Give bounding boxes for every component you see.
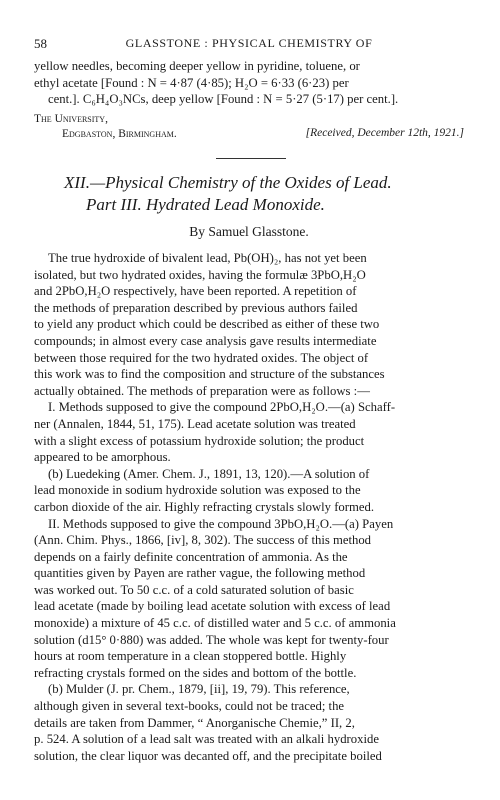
text-line: I. Methods supposed to give the compound 2PbO,H₂O.—(a) Schaff-: [48, 400, 396, 415]
received-date: [Received, December 12th, 1921.]: [305, 127, 464, 139]
text-line: details are taken from Dammer, “ Anorganische Chemie,” II, 2,: [34, 715, 355, 730]
text-line: lead monoxide in sodium hydroxide solution was exposed to the: [34, 483, 361, 498]
text-line: appeared to be amorphous.: [34, 450, 171, 465]
affiliation-line: The University,: [34, 113, 108, 125]
running-title: GLASSTONE : PHYSICAL CHEMISTRY OF: [125, 36, 373, 50]
text-line: (b) Luedeking (Amer. Chem. J., 1891, 13, 120).—A solution of: [48, 466, 370, 481]
journal-page: [34, 0, 464, 800]
text-line: lead acetate (made by boiling lead acetate solution with excess of lead: [34, 599, 391, 614]
text-line: to yield any product which could be described as either of these two: [34, 317, 380, 332]
section-divider: [216, 158, 286, 159]
text-line: quantities given by Payen are rather vague, the following method: [34, 566, 366, 581]
text-line: carbon dioxide of the air. Highly refracting crystals slowly formed.: [34, 499, 374, 514]
text-line: isolated, but two hydrated oxides, having the formulæ 3PbO,H₂O: [34, 267, 366, 282]
text-line: this work was to find the composition and structure of the substances: [34, 367, 385, 382]
text-line: solution, the clear liquor was decanted off, and the precipitate boiled: [34, 748, 382, 763]
title-line: XII.—Physical Chemistry of the Oxides of Lead.: [64, 173, 392, 192]
text-line: the methods of preparation described by previous authors failed: [34, 300, 358, 315]
text-line: depends on a fairly definite concentration of ammonia. As the: [34, 549, 348, 564]
text-line: ner (Annalen, 1844, 51, 175). Lead acetate solution was treated: [34, 416, 356, 431]
text-line: actually obtained. The methods of preparation were as follows :—: [34, 383, 370, 398]
text-line: II. Methods supposed to give the compound 3PbO,H₂O.—(a) Payen: [48, 516, 394, 531]
text-line: (Ann. Chim. Phys., 1866, [iv], 8, 302). The success of this method: [34, 533, 372, 548]
text-line: was worked out. To 50 c.c. of a cold saturated solution of basic: [34, 582, 354, 597]
text-line: cent.]. C₆H₄O₃NCs, deep yellow [Found : N = 5·27 (5·17) per cent.].: [48, 92, 399, 107]
title-line: Part III. Hydrated Lead Monoxide.: [86, 195, 325, 214]
text-line: p. 524. A solution of a lead salt was treated with an alkali hydroxide: [34, 732, 379, 747]
text-line: between those required for the two hydrated oxides. The object of: [34, 350, 369, 365]
text-line: compounds; in almost every case analysis gave results intermediate: [34, 333, 377, 348]
text-line: yellow needles, becoming deeper yellow in pyridine, toluene, or: [34, 59, 360, 73]
page-number: 58: [34, 36, 47, 51]
text-line: with a slight excess of potassium hydroxide solution; the product: [34, 433, 365, 448]
text-line: although given in several text-books, could not be traced; the: [34, 699, 345, 714]
text-line: The true hydroxide of bivalent lead, Pb(OH)₂, has not yet been: [48, 251, 367, 265]
text-line: solution (d15° 0·880) was added. The whole was kept for twenty-four: [34, 632, 389, 647]
affiliation-line: Edgbaston, Birmingham.: [62, 128, 177, 140]
text-line: refracting crystals formed on the sides and bottom of the bottle.: [34, 665, 357, 680]
text-line: ethyl acetate [Found : N = 4·87 (4·85); H₂O = 6·33 (6·23) per: [34, 75, 349, 90]
running-header: [34, 36, 464, 52]
affiliation: [34, 112, 177, 142]
text-line: monoxide) a mixture of 45 c.c. of distilled water and 5 c.c. of ammonia: [34, 616, 396, 631]
article-author: By Samuel Glasstone.: [189, 224, 309, 239]
article-body: [34, 250, 464, 764]
previous-article-end: [34, 58, 464, 108]
text-line: and 2PbO,H₂O respectively, have been reported. A repetition of: [34, 284, 357, 299]
text-line: hours at room temperature in a clean stoppered bottle. Highly: [34, 649, 347, 664]
text-line: (b) Mulder (J. pr. Chem., 1879, [ii], 19, 79). This reference,: [48, 682, 350, 697]
article-title: [34, 172, 464, 216]
